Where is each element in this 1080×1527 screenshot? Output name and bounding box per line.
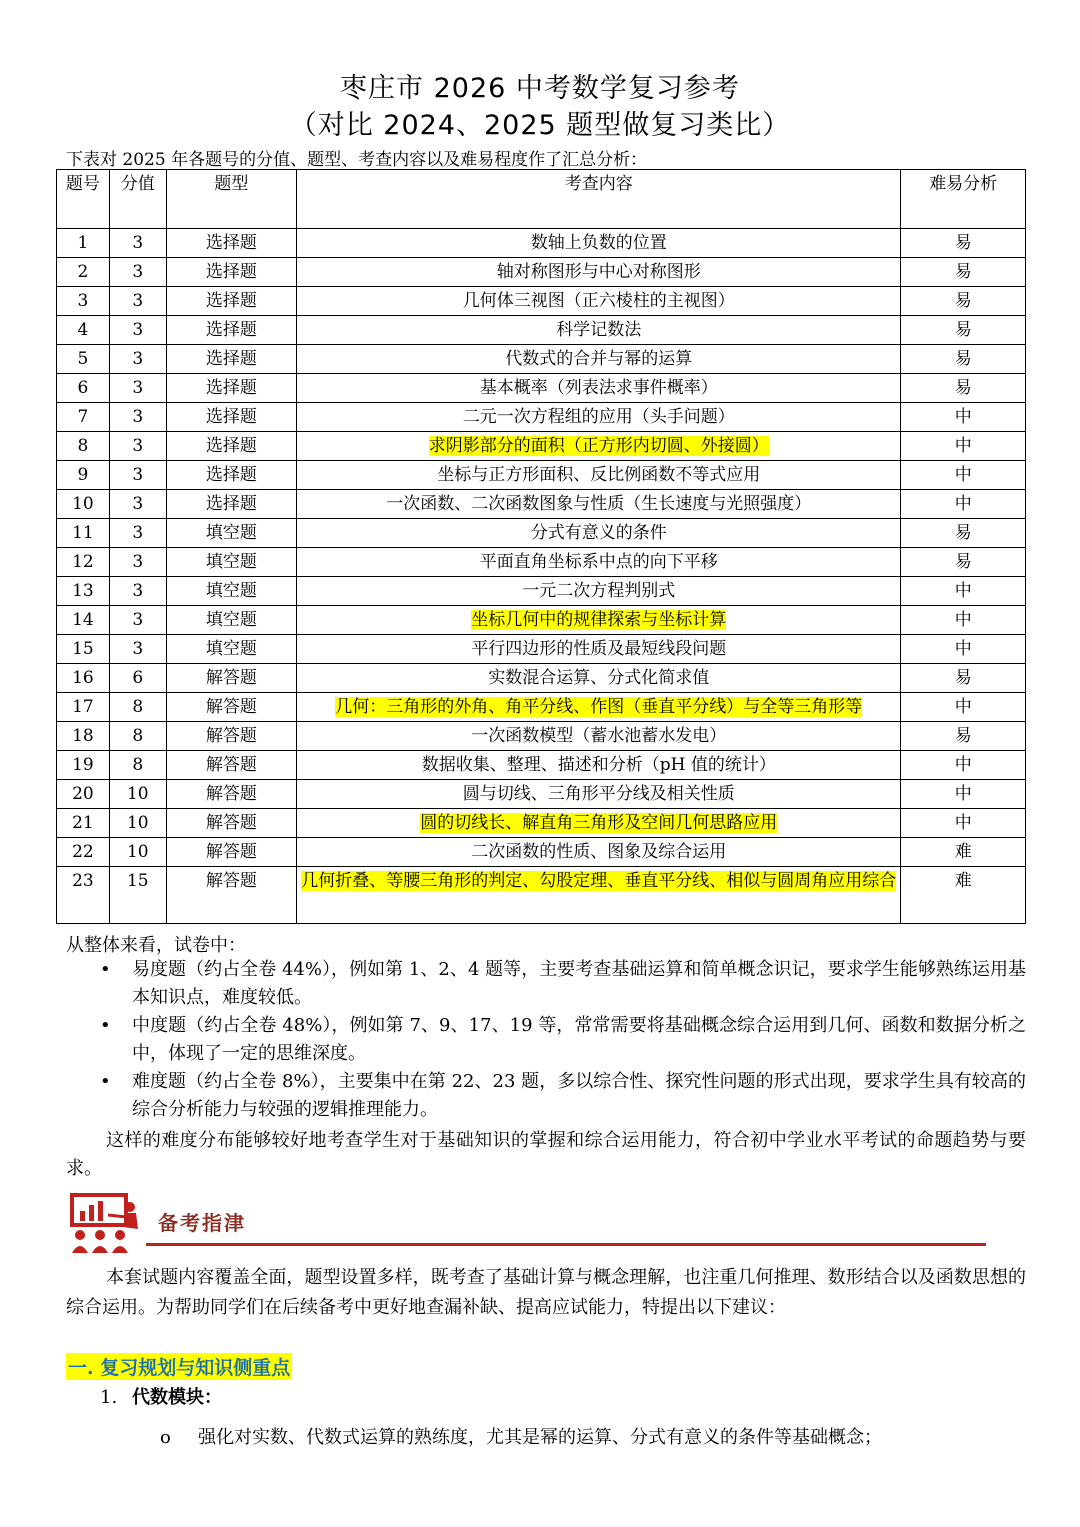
cell-question-no: 16 xyxy=(57,664,110,693)
table-row xyxy=(57,838,1026,867)
cell-question-no: 22 xyxy=(57,838,110,867)
section-heading: 一. 复习规划与知识侧重点 xyxy=(66,1353,292,1380)
cell-score: 3 xyxy=(109,432,166,461)
cell-score: 3 xyxy=(109,316,166,345)
bullet-icon: • xyxy=(100,959,111,980)
cell-difficulty: 中 xyxy=(901,809,1026,838)
cell-content: 二元一次方程组的应用（头手问题） xyxy=(297,403,901,432)
cell-question-no: 6 xyxy=(57,374,110,403)
difficulty-bullet-list xyxy=(96,956,1026,1124)
cell-content: 实数混合运算、分式化简求值 xyxy=(297,664,901,693)
summary-paragraph: 这样的难度分布能够较好地考查学生对于基础知识的掌握和综合运用能力，符合初中学业水平考试的命题趋势与要求。 xyxy=(66,1130,1026,1179)
header-type: 题型 xyxy=(166,170,296,229)
table-row xyxy=(57,432,1026,461)
cell-type: 解答题 xyxy=(166,722,296,751)
banner-divider xyxy=(146,1243,986,1246)
subsection-heading xyxy=(100,1383,222,1409)
list-item-text: 强化对实数、代数式运算的熟练度，尤其是幂的运算、分式有意义的条件等基础概念； xyxy=(198,1427,882,1448)
cell-score: 10 xyxy=(109,780,166,809)
cell-content: 代数式的合并与幂的运算 xyxy=(297,345,901,374)
cell-type: 选择题 xyxy=(166,229,296,258)
table-row xyxy=(57,345,1026,374)
cell-difficulty: 中 xyxy=(901,606,1026,635)
presentation-icon xyxy=(68,1193,144,1255)
circle-bullet-icon: o xyxy=(160,1427,171,1448)
subsection-number: 1. xyxy=(100,1387,118,1408)
cell-difficulty: 易 xyxy=(901,722,1026,751)
table-row xyxy=(57,258,1026,287)
cell-question-no: 17 xyxy=(57,693,110,722)
cell-question-no: 11 xyxy=(57,519,110,548)
cell-score: 3 xyxy=(109,461,166,490)
cell-type: 填空题 xyxy=(166,606,296,635)
list-item xyxy=(160,1423,882,1449)
cell-content: 一元二次方程判别式 xyxy=(297,577,901,606)
cell-content: 轴对称图形与中心对称图形 xyxy=(297,258,901,287)
cell-type: 选择题 xyxy=(166,374,296,403)
bullet-text: 易度题（约占全卷 44%），例如第 1、2、4 题等，主要考查基础运算和简单概念识记，要求学生能够熟练运用基本知识点，难度较低。 xyxy=(132,959,1026,1008)
cell-type: 填空题 xyxy=(166,577,296,606)
cell-difficulty: 中 xyxy=(901,780,1026,809)
table-row xyxy=(57,664,1026,693)
cell-content xyxy=(297,432,901,461)
cell-question-no: 12 xyxy=(57,548,110,577)
cell-question-no: 23 xyxy=(57,867,110,924)
cell-type: 解答题 xyxy=(166,867,296,924)
cell-question-no: 20 xyxy=(57,780,110,809)
cell-content: 圆与切线、三角形平分线及相关性质 xyxy=(297,780,901,809)
table-row xyxy=(57,780,1026,809)
cell-score: 8 xyxy=(109,722,166,751)
cell-score: 15 xyxy=(109,867,166,924)
bullet-text: 难度题（约占全卷 8%），主要集中在第 22、23 题，多以综合性、探究性问题的形式出现，要求学生具有较高的综合分析能力与较强的逻辑推理能力。 xyxy=(132,1071,1026,1120)
cell-type: 填空题 xyxy=(166,635,296,664)
highlighted-content: 几何：三角形的外角、角平分线、作图（垂直平分线）与全等三角形等 xyxy=(335,697,863,717)
list-item xyxy=(96,1068,1026,1124)
bullet-icon: • xyxy=(100,1071,111,1092)
cell-difficulty: 中 xyxy=(901,635,1026,664)
cell-question-no: 18 xyxy=(57,722,110,751)
table-row xyxy=(57,751,1026,780)
cell-score: 10 xyxy=(109,809,166,838)
cell-content: 几何体三视图（正六棱柱的主视图） xyxy=(297,287,901,316)
cell-type: 选择题 xyxy=(166,316,296,345)
cell-type: 选择题 xyxy=(166,432,296,461)
cell-difficulty: 中 xyxy=(901,432,1026,461)
cell-difficulty: 易 xyxy=(901,519,1026,548)
cell-question-no: 14 xyxy=(57,606,110,635)
cell-question-no: 5 xyxy=(57,345,110,374)
table-row xyxy=(57,577,1026,606)
table-row xyxy=(57,548,1026,577)
cell-content: 坐标与正方形面积、反比例函数不等式应用 xyxy=(297,461,901,490)
question-summary-table xyxy=(56,169,1026,924)
cell-question-no: 9 xyxy=(57,461,110,490)
table-row xyxy=(57,287,1026,316)
cell-content: 平行四边形的性质及最短线段问题 xyxy=(297,635,901,664)
cell-score: 6 xyxy=(109,664,166,693)
cell-question-no: 7 xyxy=(57,403,110,432)
highlighted-content: 几何折叠、等腰三角形的判定、勾股定理、垂直平分线、相似与圆周角应用综合 xyxy=(301,871,897,891)
cell-question-no: 8 xyxy=(57,432,110,461)
cell-score: 3 xyxy=(109,287,166,316)
subsection-title: 代数模块： xyxy=(132,1387,222,1408)
table-row xyxy=(57,606,1026,635)
page-subtitle: （对比 2024、2025 题型做复习类比） xyxy=(289,110,791,141)
cell-content: 数轴上负数的位置 xyxy=(297,229,901,258)
table-row xyxy=(57,635,1026,664)
cell-question-no: 1 xyxy=(57,229,110,258)
cell-question-no: 3 xyxy=(57,287,110,316)
bullet-text: 中度题（约占全卷 48%），例如第 7、9、17、19 等，常常需要将基础概念综合运用到几何、函数和数据分析之中，体现了一定的思维深度。 xyxy=(132,1015,1026,1064)
page-title: 枣庄市 2026 中考数学复习参考 xyxy=(340,73,740,104)
cell-content xyxy=(297,867,901,924)
cell-type: 选择题 xyxy=(166,461,296,490)
cell-score: 8 xyxy=(109,751,166,780)
table-row xyxy=(57,867,1026,924)
table-row xyxy=(57,461,1026,490)
cell-type: 解答题 xyxy=(166,780,296,809)
overall-heading: 从整体来看，试卷中： xyxy=(66,935,246,956)
cell-type: 解答题 xyxy=(166,664,296,693)
cell-content: 数据收集、整理、描述和分析（pH 值的统计） xyxy=(297,751,901,780)
section-banner xyxy=(68,1193,918,1255)
cell-difficulty: 难 xyxy=(901,867,1026,924)
cell-score: 3 xyxy=(109,548,166,577)
table-row xyxy=(57,403,1026,432)
cell-difficulty: 易 xyxy=(901,548,1026,577)
table-row xyxy=(57,229,1026,258)
header-score: 分值 xyxy=(109,170,166,229)
cell-type: 选择题 xyxy=(166,403,296,432)
table-row xyxy=(57,809,1026,838)
banner-label: 备考指津 xyxy=(158,1211,246,1235)
cell-difficulty: 中 xyxy=(901,403,1026,432)
cell-score: 8 xyxy=(109,693,166,722)
cell-content xyxy=(297,809,901,838)
cell-score: 3 xyxy=(109,345,166,374)
cell-difficulty: 易 xyxy=(901,287,1026,316)
cell-difficulty: 难 xyxy=(901,838,1026,867)
cell-content: 基本概率（列表法求事件概率） xyxy=(297,374,901,403)
cell-question-no: 4 xyxy=(57,316,110,345)
table-body xyxy=(57,229,1026,924)
cell-question-no: 21 xyxy=(57,809,110,838)
cell-score: 3 xyxy=(109,403,166,432)
cell-content: 平面直角坐标系中点的向下平移 xyxy=(297,548,901,577)
cell-score: 3 xyxy=(109,519,166,548)
cell-difficulty: 易 xyxy=(901,664,1026,693)
table-row xyxy=(57,693,1026,722)
header-content: 考查内容 xyxy=(297,170,901,229)
cell-content: 科学记数法 xyxy=(297,316,901,345)
cell-question-no: 15 xyxy=(57,635,110,664)
cell-content: 一次函数、二次函数图象与性质（生长速度与光照强度） xyxy=(297,490,901,519)
cell-question-no: 19 xyxy=(57,751,110,780)
list-item xyxy=(96,1012,1026,1068)
cell-type: 填空题 xyxy=(166,519,296,548)
list-item xyxy=(96,956,1026,1012)
cell-type: 选择题 xyxy=(166,345,296,374)
cell-difficulty: 易 xyxy=(901,374,1026,403)
cell-type: 选择题 xyxy=(166,490,296,519)
cell-type: 填空题 xyxy=(166,548,296,577)
table-row xyxy=(57,374,1026,403)
bullet-icon: • xyxy=(100,1015,111,1036)
table-row xyxy=(57,316,1026,345)
cell-difficulty: 中 xyxy=(901,490,1026,519)
highlighted-content: 圆的切线长、解直角三角形及空间几何思路应用 xyxy=(420,813,778,833)
cell-type: 解答题 xyxy=(166,751,296,780)
cell-score: 3 xyxy=(109,577,166,606)
cell-difficulty: 易 xyxy=(901,258,1026,287)
cell-difficulty: 中 xyxy=(901,693,1026,722)
cell-question-no: 2 xyxy=(57,258,110,287)
cell-type: 解答题 xyxy=(166,693,296,722)
cell-type: 选择题 xyxy=(166,287,296,316)
cell-question-no: 13 xyxy=(57,577,110,606)
cell-type: 解答题 xyxy=(166,809,296,838)
table-row xyxy=(57,490,1026,519)
cell-difficulty: 易 xyxy=(901,316,1026,345)
header-difficulty: 难易分析 xyxy=(901,170,1026,229)
advice-paragraph: 本套试题内容覆盖全面，题型设置多样，既考查了基础计算与概念理解，也注重几何推理、数形结合以及函数思想的综合运用。为帮助同学们在后续备考中更好地查漏补缺、提高应试能力，特提出以下建议： xyxy=(66,1267,1026,1318)
table-row xyxy=(57,519,1026,548)
cell-question-no: 10 xyxy=(57,490,110,519)
cell-score: 3 xyxy=(109,374,166,403)
cell-score: 3 xyxy=(109,635,166,664)
cell-type: 选择题 xyxy=(166,258,296,287)
cell-difficulty: 易 xyxy=(901,345,1026,374)
cell-difficulty: 中 xyxy=(901,461,1026,490)
header-question-no: 题号 xyxy=(57,170,110,229)
cell-score: 3 xyxy=(109,258,166,287)
cell-score: 3 xyxy=(109,229,166,258)
cell-difficulty: 易 xyxy=(901,229,1026,258)
cell-difficulty: 中 xyxy=(901,577,1026,606)
cell-content: 二次函数的性质、图象及综合运用 xyxy=(297,838,901,867)
cell-score: 10 xyxy=(109,838,166,867)
table-header-row xyxy=(57,170,1026,229)
highlighted-content: 坐标几何中的规律探索与坐标计算 xyxy=(471,610,727,630)
cell-difficulty: 中 xyxy=(901,751,1026,780)
table-row xyxy=(57,722,1026,751)
intro-text: 下表对 2025 年各题号的分值、题型、考查内容以及难易程度作了汇总分析： xyxy=(66,150,648,170)
cell-content xyxy=(297,693,901,722)
cell-content: 一次函数模型（蓄水池蓄水发电） xyxy=(297,722,901,751)
cell-content: 分式有意义的条件 xyxy=(297,519,901,548)
cell-content xyxy=(297,606,901,635)
highlighted-content: 求阴影部分的面积（正方形内切圆、外接圆） xyxy=(428,436,769,456)
cell-type: 解答题 xyxy=(166,838,296,867)
cell-score: 3 xyxy=(109,490,166,519)
cell-score: 3 xyxy=(109,606,166,635)
